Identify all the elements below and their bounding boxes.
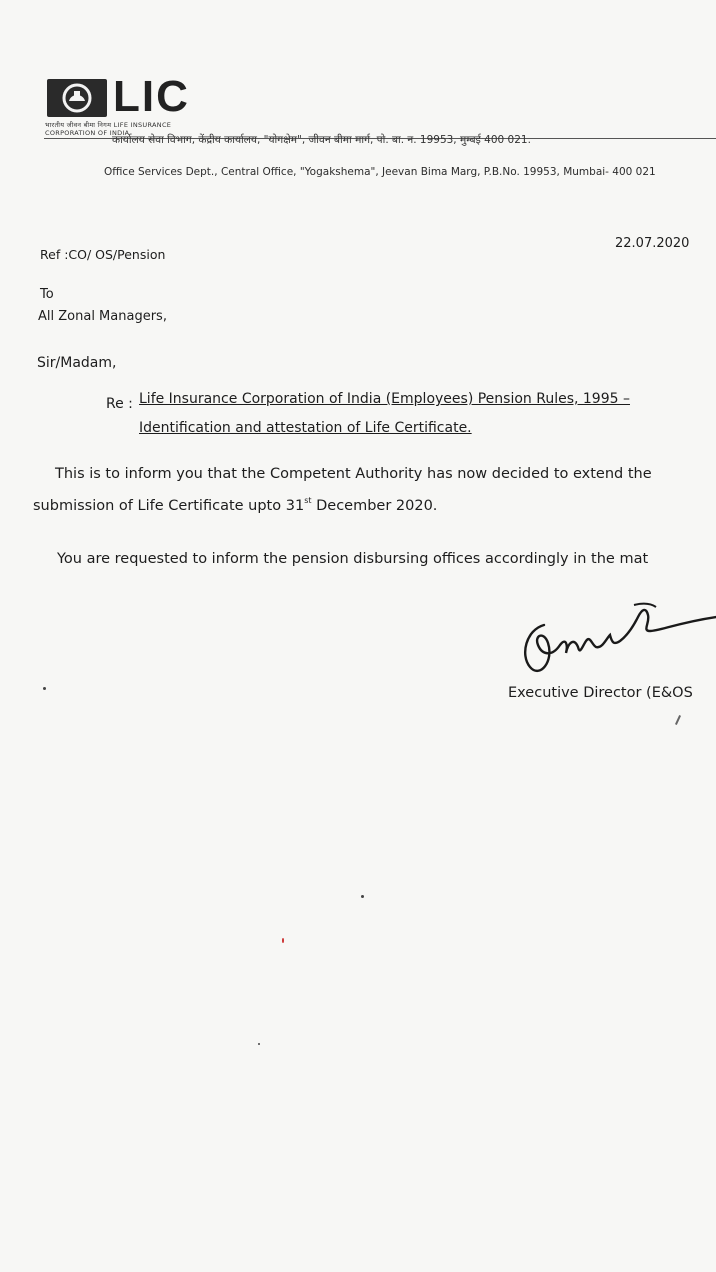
to-label: To xyxy=(40,287,54,302)
paragraph-1-line-1: This is to inform you that the Competent Authority has now decided to extend the xyxy=(55,466,652,482)
address-english: Office Services Dept., Central Office, "Yogakshema", Jeevan Bima Marg, P.B.No. 19953, Mumbai- 400 021 xyxy=(104,166,656,178)
subject-line-1: Life Insurance Corporation of India (Employees) Pension Rules, 1995 – xyxy=(139,391,630,407)
signature xyxy=(516,595,716,689)
address-hindi: कार्यालय सेवा विभाग, केंद्रीय कार्यालय, "योगक्षेम", जीवन बीमा मार्ग, पो. बा. न. 19953, मुम्बई 400 021. xyxy=(112,134,531,146)
subject-label: Re : xyxy=(106,396,133,412)
paragraph-1-text-b: December 2020. xyxy=(311,498,438,514)
scan-speck xyxy=(43,687,46,690)
scan-speck xyxy=(675,715,681,725)
paragraph-1-line-2 xyxy=(33,496,437,514)
salutation: Sir/Madam, xyxy=(37,355,117,371)
scan-speck xyxy=(258,1043,260,1045)
scan-speck xyxy=(282,938,284,943)
subject-line-2: Identification and attestation of Life Certificate. xyxy=(139,420,472,436)
reference-number: Ref :CO/ OS/Pension xyxy=(40,247,166,262)
letter-date: 22.07.2020 xyxy=(615,236,690,251)
scan-speck xyxy=(361,895,364,898)
recipient: All Zonal Managers, xyxy=(38,309,167,324)
logo-tagline: भारतीय जीवन बीमा निगम LIFE INSURANCE CORPORATION OF INDIA xyxy=(45,121,172,137)
ordinal-suffix: st xyxy=(304,496,312,505)
paragraph-2: You are requested to inform the pension disbursing offices accordingly in the mat xyxy=(57,551,649,567)
lic-logo-icon xyxy=(47,79,107,117)
paragraph-1-text-a: submission of Life Certificate upto 31 xyxy=(33,498,305,514)
signatory-designation: Executive Director (E&OS xyxy=(508,685,693,701)
logo-wordmark: LIC xyxy=(113,72,190,121)
